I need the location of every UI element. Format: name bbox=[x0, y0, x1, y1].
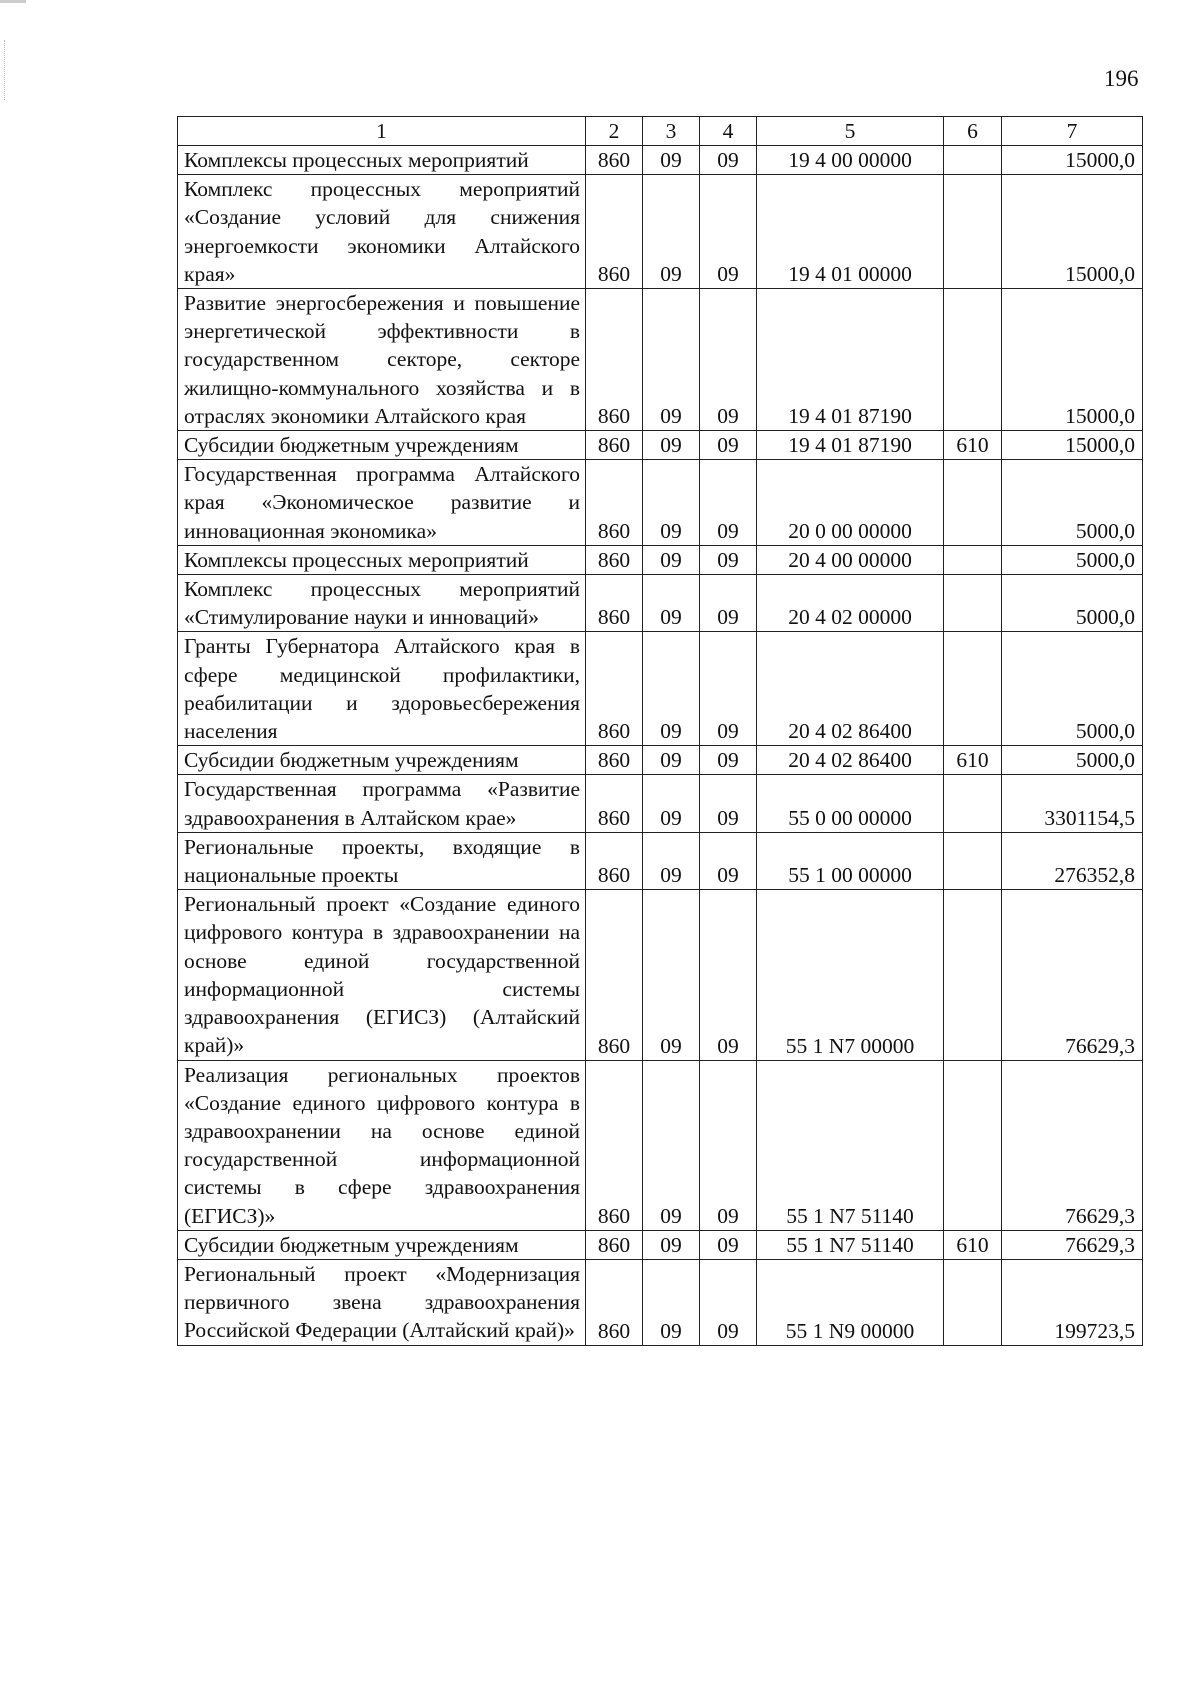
row-expense-type bbox=[944, 146, 1002, 175]
row-amount: 276352,8 bbox=[1002, 832, 1143, 889]
row-amount: 15000,0 bbox=[1002, 146, 1143, 175]
row-amount: 3301154,5 bbox=[1002, 775, 1143, 832]
row-section-code: 09 bbox=[643, 289, 700, 431]
row-amount: 5000,0 bbox=[1002, 460, 1143, 546]
row-subsection-code: 09 bbox=[700, 832, 757, 889]
row-expense-type: 610 bbox=[944, 1230, 1002, 1259]
row-section-code: 09 bbox=[643, 1259, 700, 1345]
row-name-cell: Субсидии бюджетным учреждениям bbox=[178, 1230, 586, 1259]
row-target-article: 55 1 N7 51140 bbox=[757, 1060, 944, 1230]
row-ministry-code: 860 bbox=[586, 1259, 643, 1345]
row-subsection-code: 09 bbox=[700, 545, 757, 574]
header-col-1: 1 bbox=[178, 117, 586, 146]
row-name-cell: Комплекс процессных мероприятий «Стимулирование науки и инноваций» bbox=[178, 575, 586, 632]
row-ministry-code: 860 bbox=[586, 890, 643, 1060]
table-row bbox=[178, 460, 1143, 546]
row-target-article: 20 4 02 00000 bbox=[757, 575, 944, 632]
row-name-cell: Комплекс процессных мероприятий «Создание условий для снижения энергоемкости экономики Алтайского края» bbox=[178, 175, 586, 289]
row-expense-type: 610 bbox=[944, 431, 1002, 460]
row-ministry-code: 860 bbox=[586, 632, 643, 746]
row-section-code: 09 bbox=[643, 575, 700, 632]
row-section-code: 09 bbox=[643, 632, 700, 746]
row-target-article: 55 1 N9 00000 bbox=[757, 1259, 944, 1345]
row-name-cell: Гранты Губернатора Алтайского края в сфере медицинской профилактики, реабилитации и здоровьесбережения населения bbox=[178, 632, 586, 746]
header-col-6: 6 bbox=[944, 117, 1002, 146]
row-expense-type bbox=[944, 832, 1002, 889]
row-ministry-code: 860 bbox=[586, 746, 643, 775]
table-row bbox=[178, 1060, 1143, 1230]
row-expense-type bbox=[944, 289, 1002, 431]
row-section-code: 09 bbox=[643, 832, 700, 889]
row-amount: 5000,0 bbox=[1002, 632, 1143, 746]
row-ministry-code: 860 bbox=[586, 775, 643, 832]
row-expense-type bbox=[944, 175, 1002, 289]
row-subsection-code: 09 bbox=[700, 575, 757, 632]
table-row bbox=[178, 632, 1143, 746]
row-name-cell: Региональный проект «Создание единого цифрового контура в здравоохранении на основе единой государственной информационной системы здравоохранения (ЕГИСЗ) (Алтайский край)» bbox=[178, 890, 586, 1060]
row-target-article: 55 1 N7 00000 bbox=[757, 890, 944, 1060]
row-expense-type: 610 bbox=[944, 746, 1002, 775]
row-subsection-code: 09 bbox=[700, 775, 757, 832]
row-name-cell: Региональный проект «Модернизация первичного звена здравоохранения Российской Федерации (Алтайский край)» bbox=[178, 1259, 586, 1345]
table-row bbox=[178, 175, 1143, 289]
row-expense-type bbox=[944, 460, 1002, 546]
table-row bbox=[178, 775, 1143, 832]
row-section-code: 09 bbox=[643, 146, 700, 175]
table-row bbox=[178, 545, 1143, 574]
row-section-code: 09 bbox=[643, 746, 700, 775]
table-row bbox=[178, 746, 1143, 775]
row-ministry-code: 860 bbox=[586, 575, 643, 632]
row-name-cell: Реализация региональных проектов «Создание единого цифрового контура в здравоохранении на основе единой государственной информационной системы в сфере здравоохранения (ЕГИСЗ)» bbox=[178, 1060, 586, 1230]
row-ministry-code: 860 bbox=[586, 175, 643, 289]
row-expense-type bbox=[944, 632, 1002, 746]
margin-dots bbox=[4, 40, 6, 100]
row-target-article: 55 1 00 00000 bbox=[757, 832, 944, 889]
row-section-code: 09 bbox=[643, 890, 700, 1060]
row-section-code: 09 bbox=[643, 545, 700, 574]
row-expense-type bbox=[944, 890, 1002, 1060]
table-row bbox=[178, 832, 1143, 889]
row-subsection-code: 09 bbox=[700, 890, 757, 1060]
row-expense-type bbox=[944, 575, 1002, 632]
row-subsection-code: 09 bbox=[700, 289, 757, 431]
row-section-code: 09 bbox=[643, 775, 700, 832]
row-amount: 5000,0 bbox=[1002, 545, 1143, 574]
header-col-2: 2 bbox=[586, 117, 643, 146]
row-target-article: 19 4 01 00000 bbox=[757, 175, 944, 289]
row-subsection-code: 09 bbox=[700, 1230, 757, 1259]
row-target-article: 19 4 00 00000 bbox=[757, 146, 944, 175]
row-name-cell: Комплексы процессных мероприятий bbox=[178, 146, 586, 175]
budget-table bbox=[177, 116, 1143, 1346]
table-row bbox=[178, 431, 1143, 460]
scan-edge-mark bbox=[0, 0, 26, 3]
row-section-code: 09 bbox=[643, 1060, 700, 1230]
row-ministry-code: 860 bbox=[586, 1060, 643, 1230]
row-ministry-code: 860 bbox=[586, 289, 643, 431]
header-col-3: 3 bbox=[643, 117, 700, 146]
row-expense-type bbox=[944, 1259, 1002, 1345]
row-amount: 5000,0 bbox=[1002, 575, 1143, 632]
table-row bbox=[178, 575, 1143, 632]
row-target-article: 20 0 00 00000 bbox=[757, 460, 944, 546]
row-amount: 5000,0 bbox=[1002, 746, 1143, 775]
row-section-code: 09 bbox=[643, 460, 700, 546]
table-row bbox=[178, 1259, 1143, 1345]
row-subsection-code: 09 bbox=[700, 746, 757, 775]
row-section-code: 09 bbox=[643, 1230, 700, 1259]
row-target-article: 20 4 00 00000 bbox=[757, 545, 944, 574]
row-subsection-code: 09 bbox=[700, 175, 757, 289]
row-amount: 76629,3 bbox=[1002, 890, 1143, 1060]
row-section-code: 09 bbox=[643, 175, 700, 289]
page-number: 196 bbox=[1104, 66, 1139, 91]
row-target-article: 20 4 02 86400 bbox=[757, 746, 944, 775]
row-target-article: 55 1 N7 51140 bbox=[757, 1230, 944, 1259]
row-ministry-code: 860 bbox=[586, 431, 643, 460]
row-target-article: 55 0 00 00000 bbox=[757, 775, 944, 832]
row-amount: 15000,0 bbox=[1002, 289, 1143, 431]
row-name-cell: Государственная программа Алтайского края «Экономическое развитие и инновационная экономика» bbox=[178, 460, 586, 546]
row-name-cell: Развитие энергосбережения и повышение энергетической эффективности в государственном секторе, секторе жилищно-коммунального хозяйства и в отраслях экономики Алтайского края bbox=[178, 289, 586, 431]
row-expense-type bbox=[944, 1060, 1002, 1230]
header-col-5: 5 bbox=[757, 117, 944, 146]
row-subsection-code: 09 bbox=[700, 632, 757, 746]
row-name-cell: Субсидии бюджетным учреждениям bbox=[178, 431, 586, 460]
row-name-cell: Комплексы процессных мероприятий bbox=[178, 545, 586, 574]
row-ministry-code: 860 bbox=[586, 146, 643, 175]
row-amount: 76629,3 bbox=[1002, 1060, 1143, 1230]
row-target-article: 20 4 02 86400 bbox=[757, 632, 944, 746]
row-amount: 15000,0 bbox=[1002, 431, 1143, 460]
row-subsection-code: 09 bbox=[700, 431, 757, 460]
table-row bbox=[178, 146, 1143, 175]
row-amount: 76629,3 bbox=[1002, 1230, 1143, 1259]
row-ministry-code: 860 bbox=[586, 460, 643, 546]
table-row bbox=[178, 289, 1143, 431]
row-amount: 15000,0 bbox=[1002, 175, 1143, 289]
header-col-4: 4 bbox=[700, 117, 757, 146]
table-row bbox=[178, 890, 1143, 1060]
header-col-7: 7 bbox=[1002, 117, 1143, 146]
row-ministry-code: 860 bbox=[586, 545, 643, 574]
row-ministry-code: 860 bbox=[586, 832, 643, 889]
table-row bbox=[178, 1230, 1143, 1259]
row-name-cell: Региональные проекты, входящие в национальные проекты bbox=[178, 832, 586, 889]
header-row bbox=[178, 117, 1143, 146]
row-section-code: 09 bbox=[643, 431, 700, 460]
row-target-article: 19 4 01 87190 bbox=[757, 431, 944, 460]
row-subsection-code: 09 bbox=[700, 460, 757, 546]
row-expense-type bbox=[944, 775, 1002, 832]
row-subsection-code: 09 bbox=[700, 146, 757, 175]
row-ministry-code: 860 bbox=[586, 1230, 643, 1259]
row-amount: 199723,5 bbox=[1002, 1259, 1143, 1345]
row-name-cell: Субсидии бюджетным учреждениям bbox=[178, 746, 586, 775]
row-subsection-code: 09 bbox=[700, 1060, 757, 1230]
row-subsection-code: 09 bbox=[700, 1259, 757, 1345]
row-name-cell: Государственная программа «Развитие здравоохранения в Алтайском крае» bbox=[178, 775, 586, 832]
row-target-article: 19 4 01 87190 bbox=[757, 289, 944, 431]
row-expense-type bbox=[944, 545, 1002, 574]
